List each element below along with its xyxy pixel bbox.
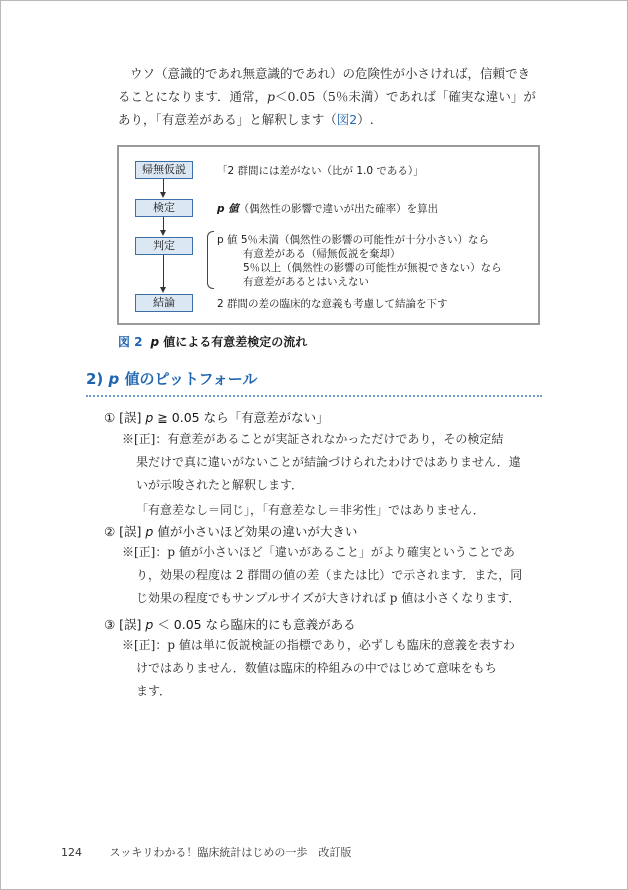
section-heading [86, 368, 542, 397]
figure-caption-p: p [150, 335, 160, 349]
desc-conclusion: 2 群間の差の臨床的な意義も考慮して結論を下す [217, 298, 448, 310]
item-3-prefix: ③ [誤] [104, 617, 142, 632]
pitfall-item-3-note [122, 634, 542, 703]
item-1-prefix: ① [誤] [104, 410, 142, 425]
figure-2-flowchart [117, 145, 540, 325]
page-number: 124 [61, 846, 82, 859]
item-2-note-line-1: ※[正]：p 値が小さいほど「違いがあること」がより確実ということであ [122, 545, 515, 559]
desc-null-hypothesis: 「2 群間には差がない（比が 1.0 である）」 [217, 165, 424, 177]
item-1-p: p [145, 410, 154, 425]
arrow-down-icon [160, 192, 166, 198]
figure-reference-link[interactable]: 図2 [336, 112, 358, 127]
section-title-text: 値のピットフォール [119, 370, 258, 388]
judge-line-2: 有意差がある（帰無仮説を棄却） [243, 248, 401, 260]
intro-paragraph [118, 62, 548, 131]
item-1-note-line-1: ※[正]：有意差があることが実証されなかっただけであり，その検定結 [122, 432, 504, 446]
item-3-note-line-3: ます． [136, 684, 172, 698]
item-2-heading-text: 値が小さいほど効果の違いが大きい [153, 524, 358, 539]
pitfall-item-2-heading [104, 522, 357, 540]
figure-caption-text: 値による有意差検定の流れ [159, 335, 308, 349]
item-1-note-extra: 「有意差なし＝同じ」，「有意差なし＝非劣性」ではありません． [136, 503, 485, 517]
intro-line-3 [118, 108, 548, 131]
pitfall-item-1-heading [104, 408, 329, 426]
arrow-line-2 [163, 217, 164, 231]
item-1-note-line-2: 果だけで真に違いがないことが結論づけられたわけではありません．違 [136, 455, 521, 469]
figure-caption-number: 図 2 [118, 335, 143, 349]
step-judgement: 判定 [135, 237, 193, 255]
arrow-line-1 [163, 179, 164, 193]
desc-test [217, 201, 438, 216]
intro-p-symbol: p [267, 89, 276, 104]
page-footer [61, 844, 351, 860]
arrow-down-icon [160, 230, 166, 236]
figure-caption [118, 333, 307, 350]
book-title: スッキリわかる！臨床統計はじめの一歩 改訂版 [109, 846, 352, 859]
section-number: 2) [86, 370, 104, 388]
pitfall-item-3-heading [104, 615, 356, 633]
item-3-p: p [145, 617, 154, 632]
item-2-prefix: ② [誤] [104, 524, 142, 539]
judge-line-1: p 値 5％未満（偶然性の影響の可能性が十分小さい）なら [217, 234, 490, 246]
desc-test-rest: （偶然性の影響で違いが出た確率）を算出 [238, 203, 439, 215]
intro-line-3b: ）. [357, 112, 374, 127]
intro-line-3a: あり，「有意差がある」と解釈します（ [118, 112, 337, 127]
item-2-p: p [145, 524, 154, 539]
step-null-hypothesis: 帰無仮説 [135, 161, 193, 179]
item-2-note-line-3: じ効果の程度でもサンプルサイズが大きければ p 値は小さくなります． [136, 591, 521, 605]
item-3-note-line-1: ※[正]：p 値は単に仮説検証の指標であり，必ずしも臨床的意義を表すわ [122, 638, 515, 652]
intro-line-2b: ＜0.05（5％未満）であれば「確実な違い」が [275, 89, 536, 104]
intro-line-1: ウソ（意識的であれ無意識的であれ）の危険性が小さければ，信頼でき [130, 66, 531, 81]
item-3-note-line-2: けではありません．数値は臨床的枠組みの中ではじめて意味をもち [136, 661, 497, 675]
item-2-note-line-2: り，効果の程度は 2 群間の値の差（または比）で示されます．また，同 [136, 568, 523, 582]
judge-line-4: 有意差があるとはいえない [243, 276, 369, 288]
judge-line-3: 5％以上（偶然性の影響の可能性が無視できない）なら [243, 262, 502, 274]
step-conclusion: 結論 [135, 294, 193, 312]
intro-line-2 [118, 85, 548, 108]
judgement-bracket [207, 231, 214, 289]
desc-test-p: p 値 [217, 203, 239, 215]
pitfall-item-1-note [122, 428, 542, 522]
intro-line-2a: ることになります．通常， [118, 89, 268, 104]
section-p: p [108, 370, 120, 388]
item-1-heading-text: ≧ 0.05 なら「有意差がない」 [153, 410, 329, 425]
pitfall-item-2-note [122, 541, 542, 610]
item-1-note-line-3: いが示唆されたと解釈します． [136, 478, 304, 492]
arrow-line-3 [163, 255, 164, 288]
item-3-heading-text: ＜ 0.05 なら臨床的にも意義がある [153, 617, 356, 632]
step-test: 検定 [135, 199, 193, 217]
arrow-down-icon [160, 287, 166, 293]
